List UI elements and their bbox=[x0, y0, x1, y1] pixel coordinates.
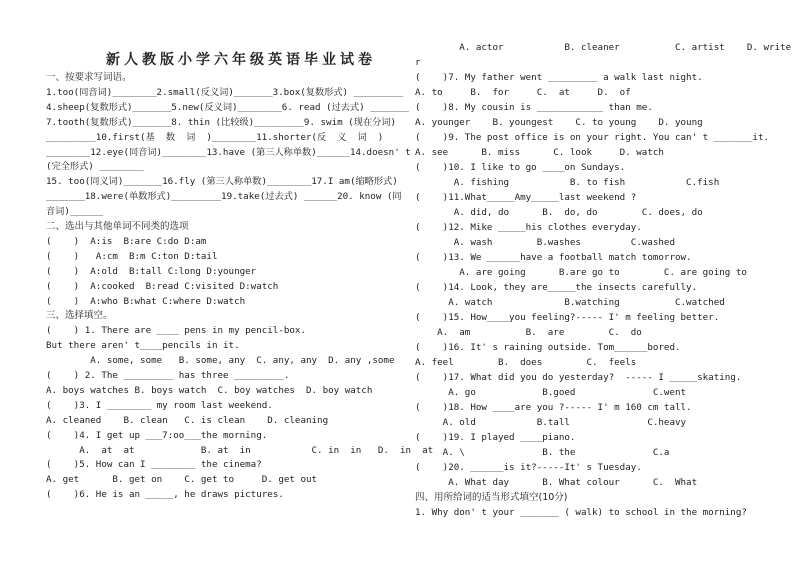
left-line: ( ) A:is B:are C:do D:am bbox=[46, 235, 207, 247]
left-line: ( ) A:who B:what C:where D:watch bbox=[46, 295, 246, 307]
left-line: 一、按要求写词语。 bbox=[46, 72, 132, 83]
left-line: A. get B. get on C. get to D. get out bbox=[46, 474, 318, 486]
left-line: ( ) A:cooked B:read C:visited D:watch bbox=[46, 280, 279, 292]
right-line: ( )9. The post office is on your right. You can' t _______it. bbox=[415, 132, 770, 143]
left-line: 二、选出与其他单词不同类的选项 bbox=[46, 221, 189, 232]
left-line: A. some, some B. some, any C. any, any D. any ,some bbox=[46, 355, 395, 367]
left-line: ( ) 1. There are ____ pens in my pencil-box. bbox=[46, 325, 306, 337]
left-line: A. at at B. at in C. in in D. in at bbox=[46, 444, 434, 456]
left-line: _________10.first(基 数 词 )________11.shorter(反 义 词 ) bbox=[46, 131, 384, 143]
right-line: A. go B.goed C.went bbox=[415, 387, 687, 398]
right-line: ( )13. We ______have a football match tomorrow. bbox=[415, 252, 692, 263]
right-line: A. see B. miss C. look D. watch bbox=[415, 147, 664, 158]
right-line: A. wash B.washes C.washed bbox=[415, 237, 675, 248]
right-line: A. \ B. the C.a bbox=[415, 447, 670, 458]
right-line: A. What day B. What colour C. What bbox=[415, 477, 698, 488]
right-line: A. are going B.are go to C. are going to bbox=[415, 267, 747, 278]
left-line: A. cleaned B. clean C. is clean D. cleaning bbox=[46, 414, 329, 426]
left-line: (完全形式) ________ bbox=[46, 161, 144, 173]
left-line: ( ) A:old B:tall C:long D:younger bbox=[46, 265, 257, 277]
right-line: ( )7. My father went _________ a walk last night. bbox=[415, 72, 703, 83]
right-line: ( )20. ______is it?-----It' s Tuesday. bbox=[415, 462, 642, 473]
left-line: 音词)______ bbox=[46, 206, 104, 218]
left-line: 1.too(同音词)________2.small(反义词)_______3.box(复数形式) _________ bbox=[46, 86, 404, 98]
left-line: 15. too(同义词)_______16.fly (第三人称单数)________17.I am(缩略形式) bbox=[46, 176, 398, 188]
right-line: ( )14. Look, they are_____the insects carefully. bbox=[415, 282, 698, 293]
left-line: ( ) 2. The _________ has three _________. bbox=[46, 370, 290, 381]
left-line: ( )3. I ________ my room last weekend. bbox=[46, 399, 273, 411]
left-line: A. boys watches B. boys watch C. boy watches D. boy watch bbox=[46, 384, 373, 396]
left-line: _______18.were(单数形式)_________19.take(过去式) ______20. know (同 bbox=[46, 191, 402, 203]
right-line: A. fishing B. to fish C.fish bbox=[415, 177, 720, 188]
right-line: A. did, do B. do, do C. does, do bbox=[415, 207, 703, 218]
right-line: ( )18. How ____are you ?----- I' m 160 cm tall. bbox=[415, 402, 692, 413]
right-line: ( )12. Mike _____his clothes everyday. bbox=[415, 222, 642, 233]
left-line: But there aren' t____pencils in it. bbox=[46, 340, 240, 352]
left-line: 4.sheep(复数形式)_______5.new(反义词)________6. read (过去式) _______ bbox=[46, 101, 409, 113]
right-line: ( )19. I played ____piano. bbox=[415, 432, 576, 443]
left-line: ( )6. He is an _____, he draws pictures. bbox=[46, 489, 284, 501]
left-line: ( ) A:cm B:m C:ton D:tail bbox=[46, 250, 218, 262]
right-line: 四、用所给词的适当形式填空(10分) bbox=[415, 492, 568, 503]
left-line: ( )5. How can I ________ the cinema? bbox=[46, 459, 262, 471]
right-line: A. feel B. does C. feels bbox=[415, 357, 637, 368]
right-line: A. younger B. youngest C. to young D. young bbox=[415, 117, 703, 128]
right-line: ( )10. I like to go ____on Sundays. bbox=[415, 162, 626, 173]
right-line: 1. Why don' t your _______ ( walk) to school in the morning? bbox=[415, 507, 747, 518]
right-line: ( )16. It' s raining outside. Tom______bored. bbox=[415, 342, 681, 353]
right-line: A. old B.tall C.heavy bbox=[415, 417, 687, 428]
right-line: ( )15. How____you feeling?----- I' m feeling better. bbox=[415, 312, 720, 323]
right-line: ( )8. My cousin is ____________ than me. bbox=[415, 102, 653, 113]
left-line: ________12.eye(同音词)________13.have (第三人称单数)______14.doesn' t bbox=[46, 146, 411, 158]
right-line: r bbox=[415, 57, 421, 68]
right-line: A. am B. are C. do bbox=[415, 327, 642, 338]
left-line: 三、选择填空。 bbox=[46, 310, 113, 322]
right-line: A. actor B. cleaner C. artist D. write bbox=[415, 42, 792, 53]
right-line: ( )11.What_____Amy_____last weekend ? bbox=[415, 192, 637, 203]
left-line: ( )4. I get up ___7:oo___the morning. bbox=[46, 429, 268, 441]
right-line: A. watch B.watching C.watched bbox=[415, 297, 725, 308]
left-line: 7.tooth(复数形式)_______8. thin (比较级)_________9. swim (现在分词) bbox=[46, 116, 396, 128]
right-line: A. to B. for C. at D. of bbox=[415, 87, 631, 98]
exam-title: 新人教版小学六年级英语毕业试卷 bbox=[106, 52, 376, 68]
right-line: ( )17. What did you do yesterday? ----- I _____skating. bbox=[415, 372, 742, 383]
